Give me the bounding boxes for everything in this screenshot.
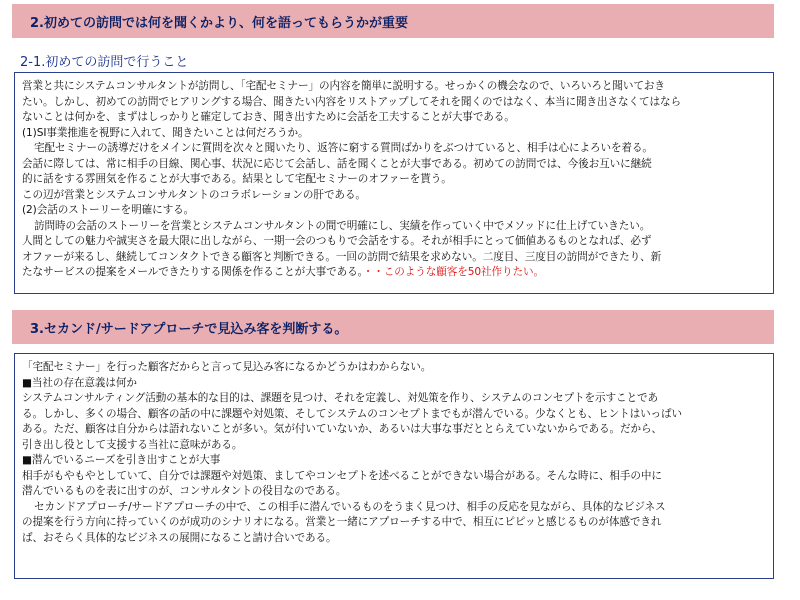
body-line: セカンドアプローチ/サードアプローチの中で、この相手に潜んでいるものをうまく見つけ、相手の反応を見ながら、具体的なビジネス [34,500,666,513]
body-line-with-highlight [22,265,766,281]
body-line: オファーが来るし、継続してコンタクトできる顧客と判断できる。一回の訪問で結果を求めない。二度目、三度目の訪問ができたり、新 [22,250,662,263]
bullet-heading-1: ■当社の存在意義は何か [22,376,137,389]
body-line: ある。ただ、顧客は自分からは語れないことが多い。気が付いていないか、あるいは大事な事だととらえていないからである。だから、 [22,423,663,435]
body-line: この辺が営業とシステムコンサルタントのコラボレーションの肝である。 [22,188,366,201]
section-3-text-box [14,353,774,579]
section-3-title: 3.セカンド/サードアプローチで見込み客を判断する。 [30,321,348,337]
body-line: 潜んでいるものを表に出すのが、コンサルタントの役目なのである。 [22,485,347,497]
highlight-goal-text: ・・このような顧客を50社作りたい。 [362,266,544,278]
body-line: の提案を行う方向に持っていくのが成功のシナリオになる。営業と一緒にアプローチする中で、相互にピピッと感じるものが体感できれ [22,516,662,528]
body-line: システムコンサルティング活動の基本的な目的は、課題を見つけ、それを定義し、対処策を作り、システムのコンセプトを示すことであ [22,392,658,404]
point-heading-1: (1)SI事業推進を視野に入れて、聞きたいことは何だろうか。 [22,126,309,139]
body-line: 「宅配セミナー」を行った顧客だからと言って見込み客になるかどうかはわからない。 [22,361,432,373]
subsection-2-1-heading: 2-1.初めての訪問で行うこと [20,55,189,70]
body-line: 人間としての魅力や誠実さを最大限に出しながら、一期一会のつもりで会話をする。それが相手にとって価値あるものとなれば、必ず [22,235,652,247]
body-line: 引き出し役として支援する当社に意味がある。 [22,438,243,451]
body-line: ないことは何かを、まずはしっかりと確定しておき、聞き出すために会話を工夫することが大事である。 [22,111,515,123]
section-2-text-box [14,72,774,294]
body-line: 相手がもやもやとしていて、自分では課題や対処策、ましてやコンセプトを述べることができない場合がある。そんな時に、相手の中に [22,469,662,482]
body-line: 訪問時の会話のストーリーを営業とシステムコンサルタントの間で明確にし、実績を作っていく中でメソッドに仕上げていきたい。 [34,219,651,232]
bullet-heading-2: ■潜んでいるニーズを引き出すことが大事 [22,454,221,466]
body-line: 会話に際しては、常に相手の目線、関心事、状況に応じて会話し、話を聞くことが大事である。初めての訪問では、今後お互いに継続 [22,157,652,170]
section-3-banner [12,310,774,344]
body-line: る。しかし、多くの場合、顧客の話の中に課題や対処策、そしてシステムのコンセプトまでもが潜んでいる。少なくとも、ヒントはいっぱい [22,407,683,420]
body-line: 的に話をする雰囲気を作ることが大事である。結果として宅配セミナーのオファーを貰う。 [22,173,452,185]
body-line: 営業と共にシステムコンサルタントが訪問し、「宅配セミナー」の内容を簡単に説明する。せっかくの機会なので、いろいろと聞いておき [22,80,665,92]
body-line: たい。しかし、初めての訪問でヒアリングする場合、聞きたい内容をリストアップしてそれを聞くのではなく、本当に聞き出さなくてはなら [22,95,681,108]
body-line: ば、おそらく具体的なビジネスの展開になること請け合いである。 [22,531,337,544]
section-2-title: 2.初めての訪問では何を聞くかより、何を語ってもらうかが重要 [30,15,408,31]
body-text: たなサービスの提案をメールできたりする関係を作ることが大事である。 [22,266,363,278]
point-heading-2: (2)会話のストーリーを明確にする。 [22,204,195,216]
section-2-banner [12,4,774,38]
body-line: 宅配セミナーの誘導だけをメインに質問を次々と聞いたり、返答に窮する質問ばかりをぶつけていると、相手は心によろいを着る。 [34,142,653,154]
